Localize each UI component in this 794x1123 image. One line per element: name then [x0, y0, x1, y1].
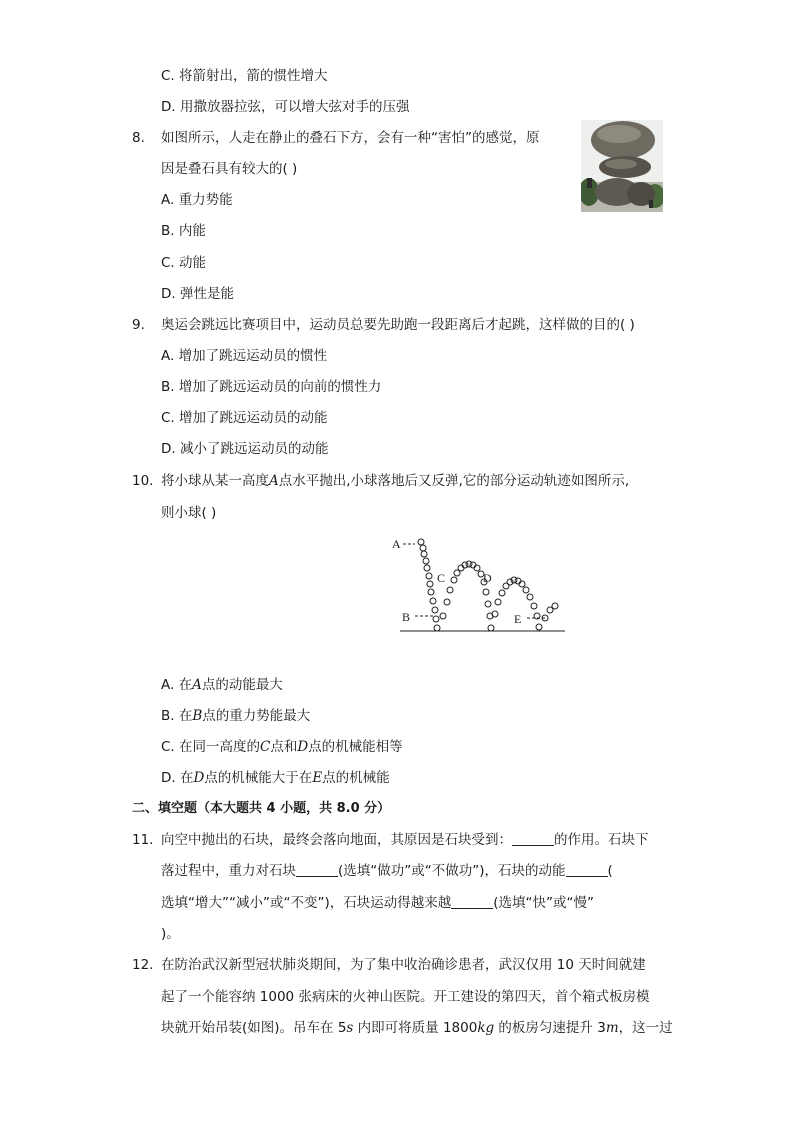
q10-stem-line2: 则小球( )	[161, 505, 217, 521]
answer-blank[interactable]	[296, 862, 338, 877]
q8-option-a: A. 重力势能	[161, 192, 233, 208]
q8-option-d: D. 弹性是能	[161, 286, 234, 302]
q11-line3: 选填“增大”“减小”或“不变”)，石块运动得越来越 (选填“快”或“慢”	[161, 895, 594, 911]
q8-stem-line2: 因是叠石具有较大的( )	[161, 161, 298, 177]
answer-blank[interactable]	[451, 894, 493, 909]
answer-blank[interactable]	[566, 862, 608, 877]
q11-number: 11.	[132, 832, 154, 848]
q11-line2: 落过程中，重力对石块 (选填“做功”或“不做功”)，石块的动能 (	[161, 863, 613, 879]
stacked-rocks-image	[581, 120, 663, 212]
q9-stem: 奥运会跳远比赛项目中，运动员总要先助跑一段距离后才起跳，这样做的目的( )	[161, 317, 635, 333]
label-d: D	[483, 571, 492, 585]
q9-option-a: A. 增加了跳远运动员的惯性	[161, 348, 328, 364]
q9-option-b: B. 增加了跳远运动员的向前的惯性力	[161, 379, 382, 395]
trajectory-balls	[418, 539, 558, 631]
label-a: A	[392, 537, 401, 551]
q10-option-b: B. 在B点的重力势能最大	[161, 708, 311, 724]
q12-line3: 块就开始吊装(如图)。吊车在 5s 内即可将质量 1800kg 的板房匀速提升 3m，这一过	[161, 1020, 673, 1036]
q8-stem-line1: 如图所示，人走在静止的叠石下方，会有一种“害怕”的感觉，原	[161, 130, 540, 146]
q10-option-d: D. 在D点的机械能大于在E点的机械能	[161, 770, 390, 786]
q8-number: 8.	[132, 130, 145, 146]
section-heading-fill-blank: 二、填空题（本大题共 4 小题，共 8.0 分）	[132, 801, 391, 816]
answer-blank[interactable]	[512, 831, 554, 846]
q7-option-d: D. 用撒放器拉弦，可以增大弦对手的压强	[161, 99, 410, 115]
label-c: C	[437, 571, 446, 585]
q12-line1: 在防治武汉新型冠状肺炎期间，为了集中收治确诊患者，武汉仅用 10 天时间就建	[161, 957, 646, 973]
q10-stem-line1: 将小球从某一高度A点水平抛出,小球落地后又反弹,它的部分运动轨迹如图所示,	[161, 473, 630, 489]
q11-line1: 向空中抛出的石块，最终会落向地面，其原因是石块受到： 的作用。石块下	[161, 832, 649, 848]
ball-trajectory-diagram	[385, 530, 575, 640]
q12-line2: 起了一个能容纳 1000 张病床的火神山医院。开工建设的第四天，首个箱式板房模	[161, 989, 650, 1005]
q10-option-c: C. 在同一高度的C点和D点的机械能相等	[161, 739, 403, 755]
q9-option-d: D. 减小了跳远运动员的动能	[161, 441, 329, 457]
q8-option-b: B. 内能	[161, 223, 206, 239]
label-b: B	[402, 610, 411, 624]
q9-option-c: C. 增加了跳远运动员的动能	[161, 410, 328, 426]
label-e: E	[514, 612, 522, 626]
q8-option-c: C. 动能	[161, 255, 207, 271]
q7-option-c: C. 将箭射出，箭的惯性增大	[161, 68, 328, 84]
q11-line4: )。	[161, 926, 180, 942]
q10-number: 10.	[132, 473, 154, 489]
q9-number: 9.	[132, 317, 145, 333]
q10-option-a: A. 在A点的动能最大	[161, 677, 283, 693]
q12-number: 12.	[132, 957, 154, 973]
